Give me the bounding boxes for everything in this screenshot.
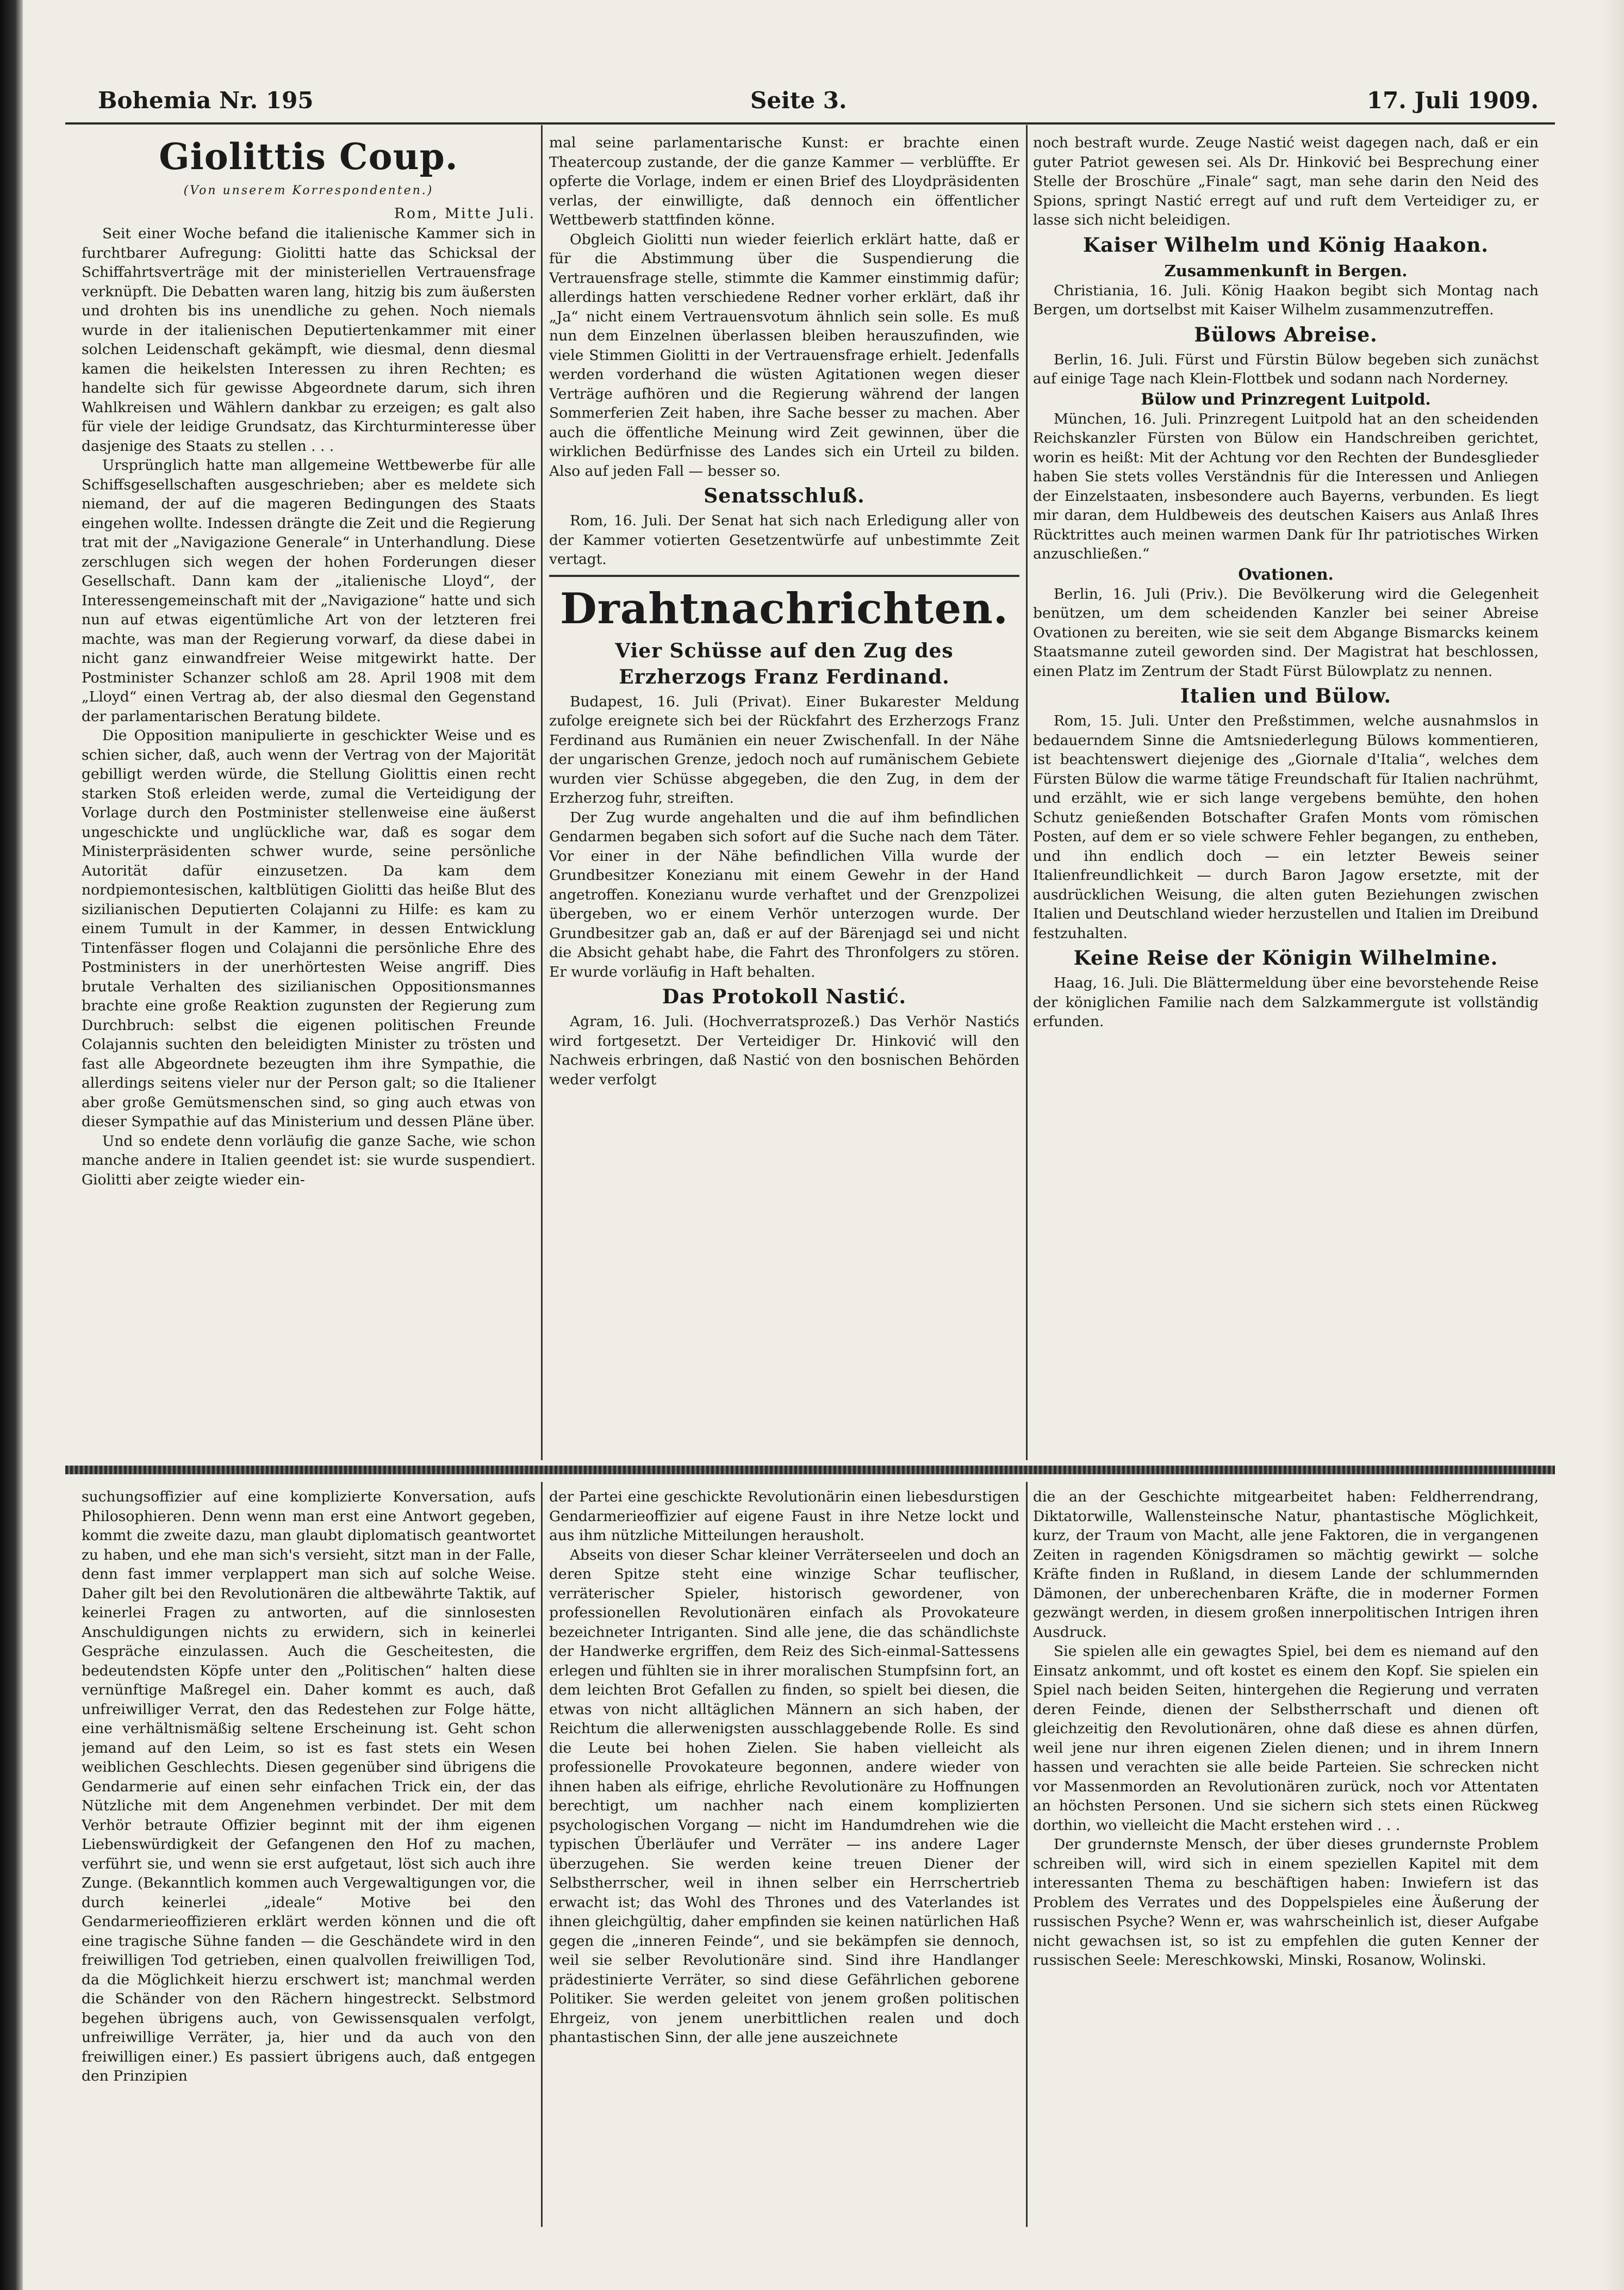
feuilleton-separator (65, 1466, 1555, 1474)
header-page-number: Seite 3. (750, 87, 847, 114)
newspaper-page (65, 82, 1555, 2235)
news-heading-ovationen: Ovationen. (1238, 564, 1334, 584)
article-title: Giolittis Coup. (159, 135, 458, 178)
header-issue: Bohemia Nr. 195 (98, 87, 314, 114)
article-dateline: Rom, Mitte Juli. (394, 204, 536, 222)
paragraph: Agram, 16. Juli. (Hochverratsprozeß.) Das Verhör Nastićs wird fortgesetzt. Der Verteidiger Dr. Hinković will den Nachweis erbringen, daß Nastić von den bosnischen Behörden weder verfolgt (549, 1013, 1019, 1088)
news-heading-wilhelmine: Keine Reise der Königin Wilhelmine. (1073, 947, 1498, 970)
column-3 (1033, 133, 1539, 1460)
paragraph: Und so endete denn vorläufig die ganze Sache, wie schon manche andere in Italien geendet ist: sie wurde suspendiert. Giolitti aber zeigte wieder ein- (82, 1132, 536, 1188)
news-subheading-bergen: Zusammenkunft in Bergen. (1164, 261, 1408, 280)
paragraph: Ursprünglich hatte man allgemeine Wettbewerbe für alle Schiffsgesellschaften ausgeschrieben; aber es meldete sich niemand, der auf die mageren Bedingungen des Staats eingehen wollte. Indessen drängte die Zeit und die Regierung trat mit der „Navigazione Generale“ in Unterhandlung. Diese zerschlugen sich wegen der hohen Forderungen dieser Gesellschaft. Dann kam der „italienische Lloyd“, der Interessengemeinschaft mit der „Navigazione“ hatte und sich nun auf etwas eigentümliche Art von der letzteren frei machte, was man der Regierung vorwarf, da diese dabei in nicht ganz einwandfreier Weise mitgewirkt hatte. Der Postminister Schanzer schloß am 28. April 1908 mit dem „Lloyd“ einen Vertrag ab, der also diesmal den Gegenstand der parlamentarischen Beratung bildete. (82, 457, 536, 725)
paragraph: Sie spielen alle ein gewagtes Spiel, bei dem es niemand auf den Einsatz ankommt, und oft kostet es einem den Kopf. Sie spielen ein Spiel nach beiden Seiten, hintergehen die Regierung und verraten deren Feinde, dienen der Selbstherrschaft und dienen oft gleichzeitig den Revolutionären, ohne daß diese es ahnen dürfen, weil jene nur ihren eigenen Zielen dienen; und in ihrem Innern hassen und verachten sie alle beide Parteien. Sie schrecken nicht vor Massenmorden an Revolutionären zurück, noch vor Attentaten an höchsten Personen. Und sie sichern sich stets einen Rückweg dorthin, wo vielleicht die Macht erstehen wird . . . (1033, 1643, 1539, 1834)
page-edge (1602, 0, 1624, 2290)
paragraph: Rom, 16. Juli. Der Senat hat sich nach Erledigung aller von der Kammer votierten Gesetzentwürfe auf unbestimmte Zeit vertagt. (549, 512, 1019, 568)
paragraph: München, 16. Juli. Prinzregent Luitpold hat an den scheidenden Reichskanzler Fürsten von Bülow ein Handschreiben gerichtet, worin es heißt: Mit der Achtung vor den Rechten der Bundesglieder haben Sie stets volles Verständnis für die Interessen und Anliegen der Einzelstaaten, insbesondere auch Bayerns, verbunden. Es liegt mir daran, dem Huldbeweis des deutschen Kaisers aus Anlaß Ihres Rücktrittes auch meinen warmen Dank für Ihr patriotisches Wirken anzuschließen.“ (1033, 410, 1539, 562)
paragraph: Seit einer Woche befand die italienische Kammer sich in furchtbarer Aufregung: Giolitti hatte das Schicksal der Schiffahrtsverträge mit der ministeriellen Vertrauensfrage verknüpft. Die Debatten waren lang, hitzig bis zum äußersten und drohten bis ins unendliche zu gehen. Noch niemals wurde in der italienischen Deputiertenkammer mit einer solchen Leidenschaft gekämpft, wie diesmal, denn diesmal kamen die heikelsten Interessen zu ihren Rechten; es handelte sich für gewisse Abgeordnete darum, sich ihren Wahlkreisen und Wählern dankbar zu erzeigen; es galt also für viele der leidige Grundsatz, das Kirchturminteresse über dasjenige des Staats zu stellen . . . (82, 225, 536, 455)
paragraph: Obgleich Giolitti nun wieder feierlich erklärt hatte, daß er für die Abstimmung über die Suspendierung die Vertrauensfrage stelle, stimmte die Kammer einstimmig dafür; allerdings hatten verschiedene Redner vorher erklärt, daß ihr „Ja“ nicht einem Vertrauensvotum ähnlich sein solle. Es muß nun dem Einzelnen überlassen bleiben herauszufinden, wie viele Stimmen Giolitti in der Vertrauensfrage erhielt. Jedenfalls werden vorderhand die wüsten Agitationen wegen dieser Verträge aufhören und die Regierung während der langen Sommerferien Zeit haben, ihre Sache besser zu machen. Aber auch die öffentliche Meinung wird Zeit gewinnen, über die wirklichen Bedürfnisse des Landes sich ein Urteil zu bilden. Also auf jeden Fall — besser so. (549, 231, 1019, 480)
article-byline: (Von unserem Korrespondenten.) (183, 184, 434, 197)
page-binding-shadow (0, 0, 23, 2290)
feuilleton-column-3 (1033, 1487, 1539, 2230)
paragraph: Berlin, 16. Juli (Priv.). Die Bevölkerung wird die Gelegenheit benützen, um dem scheidenden Kanzler bei seiner Abreise Ovationen zu bereiten, wie sie seit dem Abgange Bismarcks keinem Staatsmanne zuteil geworden sind. Der Magistrat hat beschlossen, einen Platz im Zentrum der Stadt Fürst Bülowplatz zu nennen. (1033, 585, 1539, 680)
section-title-drahtnachrichten: Drahtnachrichten. (560, 584, 1009, 634)
paragraph: Budapest, 16. Juli (Privat). Einer Bukarester Meldung zufolge ereignete sich bei der Rückfahrt des Erzherzogs Franz Ferdinand aus Rumänien ein neuer Zwischenfall. In der Nähe der ungarischen Grenze, jedoch noch auf rumänischem Gebiete wurden vier Schüsse abgegeben, die den Zug, in dem der Erzherzog fuhr, streiften. (549, 693, 1019, 806)
news-heading-buelow-abreise: Bülows Abreise. (1194, 323, 1378, 346)
paragraph: Rom, 15. Juli. Unter den Preßstimmen, welche ausnahmslos in bedauerndem Sinne die Amtsniederlegung Bülows kommentieren, ist beachtenswert diejenige des „Giornale d'Italia“, welches dem Fürsten Bülow die warme tätige Freundschaft für Italien nachrühmt, und erzählt, wie er sich lange vergebens bemühte, den hohen Schutz genießenden Botschafter Grafen Monts vom römischen Posten, auf dem er so viele schwere Fehler begangen, zu entheben, und ihn endlich doch — ein letzter Beweis seiner Italienfreundlichkeit — durch Baron Jagow ersetzte, mit der ausdrücklichen Weisung, die alten guten Beziehungen zwischen Italien und Deutschland wieder herzustellen und Italien im Dreibund festzuhalten. (1033, 712, 1539, 942)
page-header (65, 82, 1555, 121)
paragraph: die an der Geschichte mitgearbeitet haben: Feldherrendrang, Diktatorwille, Wallensteinsche Natur, phantastische Möglichkeit, kurz, der Traum von Macht, alle jene Faktoren, die in vergangenen Zeiten in ragenden Königsdramen so mächtig gewirkt — solche Kräfte finden in Rußland, in diesem Lande der schlummernden Dämonen, der unberechenbaren Kräfte, die in moderner Formen gezwängt werden, in diesem großen innerpolitischen Intrigen ihren Ausdruck. (1033, 1488, 1539, 1641)
column-2 (549, 133, 1019, 1460)
paragraph: Der Zug wurde angehalten und die auf ihm befindlichen Gendarmen begaben sich sofort auf die Suche nach dem Täter. Vor einer in der Nähe befindlichen Villa wurde der Grundbesitzer Konezianu mit einem Gewehr in der Hand angetroffen. Konezianu wurde verhaftet und der Grenzpolizei übergeben, wo er einem Verhör unterzogen wurde. Der Grundbesitzer gab an, daß er auf der Bärenjagd sei und nicht die Absicht gehabt habe, die Fahrt des Thronfolgers zu stören. Er wurde vorläufig in Haft behalten. (549, 809, 1019, 980)
news-heading-franz-ferdinand: Vier Schüsse auf den Zug des Erzherzogs Franz Ferdinand. (615, 639, 954, 688)
paragraph: Berlin, 16. Juli. Fürst und Fürstin Bülow begeben sich zunächst auf einige Tage nach Klein-Flottbek und sodann nach Norderney. (1033, 351, 1539, 387)
news-heading-kaiser: Kaiser Wilhelm und König Haakon. (1083, 233, 1489, 257)
column-divider-1 (541, 125, 543, 1460)
paragraph: Christiania, 16. Juli. König Haakon begibt sich Montag nach Bergen, um dortselbst mit Kaiser Wilhelm zusammenzutreffen. (1033, 282, 1539, 318)
header-rule (65, 122, 1555, 125)
article-giolitti (82, 133, 536, 1460)
section-rule (549, 575, 1019, 577)
paragraph: Die Opposition manipulierte in geschickter Weise und es schien sicher, daß, auch wenn der Vertrag von der Majorität gebilligt werden würde, die Stellung Giolittis einen recht starken Stoß erleiden werde, zumal die Verteidigung der Vorlage durch den Postminister stellenweise eine äußerst ungeschickte und unglückliche war, daß es sogar dem Ministerpräsidenten schwer wurde, seine persönliche Autorität dafür einzusetzen. Da kam dem nordpiemontesischen, kaltblütigen Giolitti das heiße Blut des sizilianischen Deputierten Colajanni zu Hilfe: es kam zu einem Tumult in der Kammer, in dessen Entwicklung Tintenfässer flogen und Colajanni die persönliche Ehre des Postministers in der unerhörtesten Weise angriff. Dies brutale Verhalten des sizilianischen Oppositionsmannes brachte eine große Reaktion zugunsten der Regierung zum Durchbruch: selbst die eigenen politischen Freunde Colajannis suchten den beleidigten Minister zu trösten und fast alle Abgeordnete bezeugten ihm ihre Sympathie, die allerdings seitens vieler nur der Person galt; so die Italiener aber große Gemütsmenschen sind, so ging auch etwas von dieser Sympathie auf das Ministerium und dessen Pläne über. (82, 727, 536, 1130)
feuilleton-column-2 (549, 1487, 1019, 2230)
paragraph: mal seine parlamentarische Kunst: er brachte einen Theatercoup zustande, der die ganze Kammer — verblüffte. Er opferte die Vorlage, indem er einen Brief des Lloydpräsidenten verlas, der einwilligte, daß dennoch ein öffentlicher Wettbewerb stattfinden könne. (549, 134, 1019, 228)
paragraph: noch bestraft wurde. Zeuge Nastić weist dagegen nach, daß er ein guter Patriot gewesen sei. Als Dr. Hinković bei Besprechung einer Stelle der Broschüre „Finale“ sagt, man sehe darin den Neid des Spions, springt Nastić erregt auf und ruft dem Verteidiger zu, er lasse sich nicht beleidigen. (1033, 134, 1539, 228)
news-heading-luitpold: Bülow und Prinzregent Luitpold. (1141, 389, 1431, 408)
news-heading-italien: Italien und Bülow. (1180, 685, 1391, 708)
feuilleton-column-1 (82, 1487, 536, 2230)
news-heading-nastic: Das Protokoll Nastić. (662, 985, 907, 1008)
feuilleton-divider-1 (541, 1482, 543, 2227)
paragraph: der Partei eine geschickte Revolutionärin einen liebesdurstigen Gendarmerieoffizier auf eigene Faust in ihre Netze lockt und aus ihm nützliche Mitteilungen herausholt. (549, 1488, 1019, 1544)
paragraph: Der grundernste Mensch, der über dieses grundernste Problem schreiben will, wird sich in einem speziellen Kapitel mit dem interessanten Thema zu beschäftigen haben: Inwiefern ist das Problem des Verrates und des Doppelspieles eine Äußerung der russischen Psyche? Wenn er, was wahrscheinlich ist, dieser Aufgabe nicht gewachsen ist, so ist zu empfehlen die guten Kenner der russischen Seele: Mereschkowski, Minski, Rosanow, Wolinski. (1033, 1836, 1539, 1969)
feuilleton-divider-2 (1026, 1482, 1028, 2227)
paragraph: Haag, 16. Juli. Die Blättermeldung über eine bevorstehende Reise der königlichen Familie nach dem Salzkammergute ist vollständig erfunden. (1033, 975, 1539, 1030)
paragraph: suchungsoffizier auf eine komplizierte Konversation, aufs Philosophieren. Denn wenn man erst eine Antwort gegeben, kommt die zweite dazu, man glaubt diplomatisch geantwortet zu haben, und ehe man sich's versieht, sitzt man in der Falle, denn fast immer verplappert man sich auf solche Weise. Daher gilt bei den Revolutionären die altbewährte Taktik, auf keinerlei Fragen zu antworten, auf die sinnlosesten Anschuldigungen nichts zu erwidern, sich in keinerlei Gespräche einzulassen. Auch die Gescheitesten, die bedeutendsten Köpfe unter den „Politischen“ halten diese vernünftige Maßregel ein. Daher kommt es auch, daß unfreiwilliger Verrat, den das Redestehen zur Folge hätte, eine verhältnismäßig seltene Erscheinung ist. Geht schon jemand auf den Leim, so ist es fast stets ein Wesen weiblichen Geschlechts. Diesen gegenüber sind übrigens die Gendarmerie auf einen sehr einfachen Trick ein, der das Nützliche mit dem Angenehmen verbindet. Der mit dem Verhör betraute Offizier beginnt mit der ihm eigenen Liebenswürdigkeit der Gefangenen den Hof zu machen, verführt sie, und wenn sie erst aufgetaut, löst sich auch ihre Zunge. (Bekanntlich kommen auch Vergewaltigungen vor, die durch keinerlei „ideale“ Motive bei den Gendarmerieoffizieren erklärt werden können und die oft eine tragische Sühne fanden — die Geschändete wird in den freiwilligen Tod getrieben, einen qualvollen freiwilligen Tod, da die Möglichkeit hierzu erschwert ist; manchmal werden die Schänder von den Rächern hingestreckt. Selbstmord begehen übrigens auch, von Gewissensqualen verfolgt, unfreiwillige Verräter, ja, hier und da auch von den freiwilligen einer.) Es passiert übrigens auch, daß entgegen den Prinzipien (82, 1488, 536, 2084)
paragraph: Abseits von dieser Schar kleiner Verräterseelen und doch an deren Spitze steht eine winzige Schar teuflischer, verräterischer Spieler, historisch gewordener, von professionellen Revolutionären einfach als Provokateure bezeichneter Intriganten. Sind alle jene, die das schändlichste der Handwerke ergriffen, dem Reiz des Sich-einmal-Sattessens erlegen und fühlten sie in ihrer moralischen Stumpfsinn fort, an dem leichten Brot Gefallen zu finden, so spielt bei diesen, die etwas von nicht alltäglichen Männern an sich haben, der Reichtum die allerwenigsten ausschlaggebende Rolle. Es sind die Leute bei hohen Zielen. Sie haben vielleicht als professionelle Provokateure begonnen, andere wieder von ihnen haben als eifrige, ehrliche Revolutionäre zu Hoffnungen berechtigt, um nachher nach einem komplizierten psychologischen Vorgang — nicht im Handumdrehen wie die typischen Überläufer und Verräter — ins andere Lager überzugehen. Sie werden keine treuen Diener der Selbstherrscher, weil in ihnen selber ein Herrschertrieb erwacht ist; das Wohl des Thrones und des Vaterlandes ist ihnen gleichgültig, daher empfinden sie keinen natürlichen Haß gegen die „inneren Feinde“, und sie bekämpfen sie dennoch, weil sie selber Revolutionäre sind. Sind ihre Handlanger prädestinierte Verräter, so sind diese Gefährlichen geborene Politiker. Sie werden geleitet von jenem großen politischen Ehrgeiz, von jenem unerbittlichen realen und doch phantastischen Sinn, der alle jene auszeichnete (549, 1546, 1019, 2046)
section-heading-senat: Senatsschluß. (704, 485, 865, 507)
column-divider-2 (1026, 125, 1028, 1460)
header-date: 17. Juli 1909. (1366, 87, 1539, 114)
